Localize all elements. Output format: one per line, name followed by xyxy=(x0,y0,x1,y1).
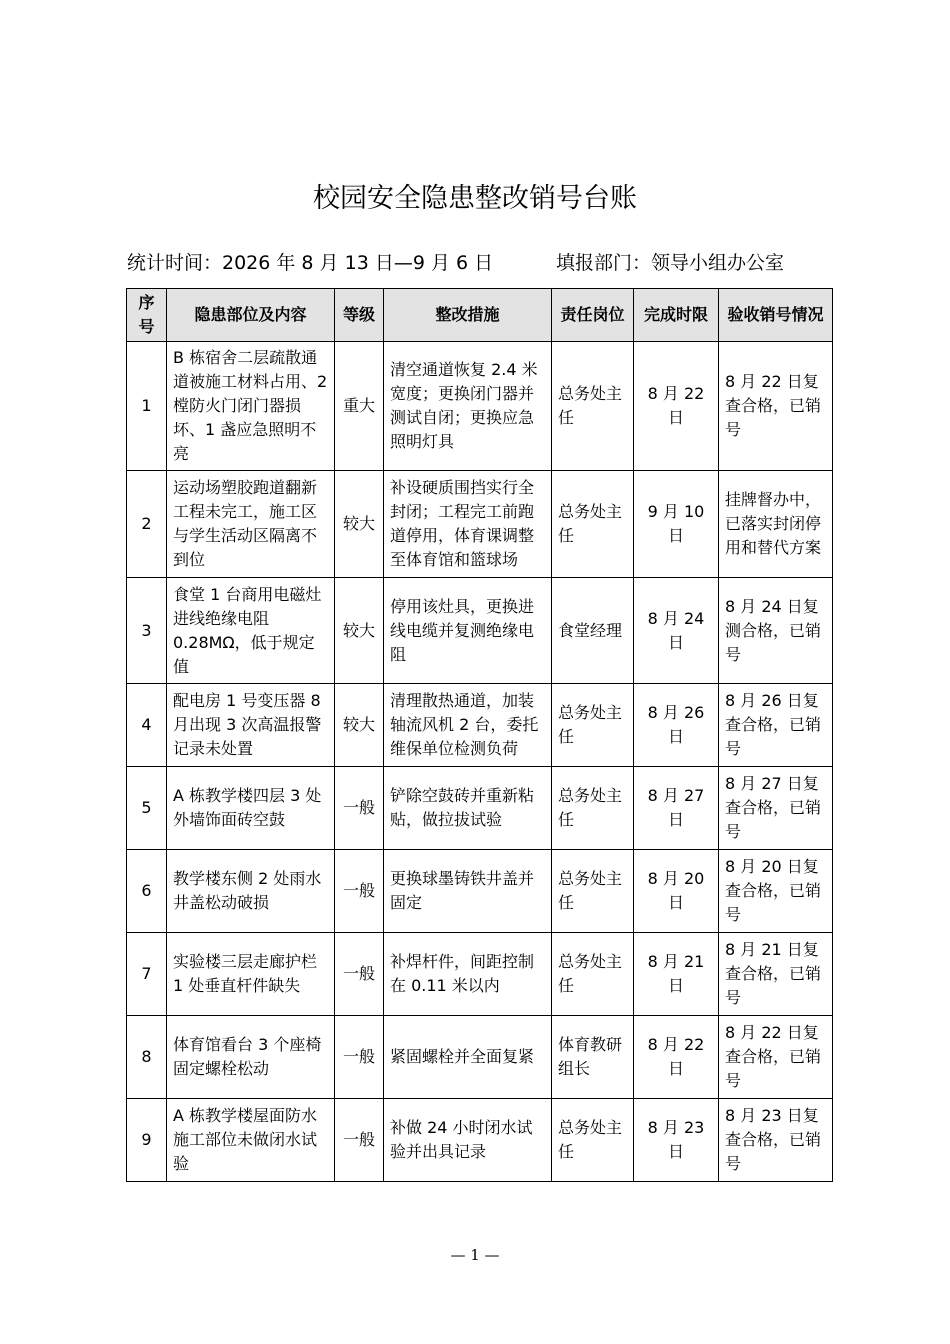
cell-content: A 栋教学楼屋面防水施工部位未做闭水试验 xyxy=(167,1099,335,1182)
cell-no: 7 xyxy=(127,933,167,1016)
cell-level: 一般 xyxy=(335,1016,384,1099)
cell-content: 实验楼三层走廊护栏 1 处垂直杆件缺失 xyxy=(167,933,335,1016)
cell-no: 1 xyxy=(127,342,167,471)
cell-deadline: 8 月 22 日 xyxy=(634,1016,719,1099)
cell-content: 教学楼东侧 2 处雨水井盖松动破损 xyxy=(167,850,335,933)
cell-content: A 栋教学楼四层 3 处外墙饰面砖空鼓 xyxy=(167,767,335,850)
table-row xyxy=(127,1016,833,1099)
cell-no: 9 xyxy=(127,1099,167,1182)
table-row xyxy=(127,767,833,850)
cell-deadline: 8 月 21 日 xyxy=(634,933,719,1016)
cell-owner: 食堂经理 xyxy=(552,578,634,684)
cell-measure: 清理散热通道，加装轴流风机 2 台，委托维保单位检测负荷 xyxy=(384,684,552,767)
cell-measure: 补设硬质围挡实行全封闭；工程完工前跑道停用，体育课调整至体育馆和篮球场 xyxy=(384,471,552,578)
cell-result: 8 月 22 日复查合格，已销号 xyxy=(719,1016,833,1099)
table-row xyxy=(127,933,833,1016)
cell-content: 食堂 1 台商用电磁灶进线绝缘电阻 0.28MΩ，低于规定值 xyxy=(167,578,335,684)
header-deadline: 完成时限 xyxy=(634,289,719,342)
cell-deadline: 8 月 20 日 xyxy=(634,850,719,933)
cell-deadline: 8 月 26 日 xyxy=(634,684,719,767)
cell-level: 较大 xyxy=(335,471,384,578)
cell-measure: 清空通道恢复 2.4 米宽度；更换闭门器并测试自闭；更换应急照明灯具 xyxy=(384,342,552,471)
cell-content: 运动场塑胶跑道翻新工程未完工，施工区与学生活动区隔离不到位 xyxy=(167,471,335,578)
page-title: 校园安全隐患整改销号台账 xyxy=(313,183,637,214)
cell-result: 8 月 24 日复测合格，已销号 xyxy=(719,578,833,684)
cell-result: 8 月 22 日复查合格，已销号 xyxy=(719,342,833,471)
cell-result: 8 月 23 日复查合格，已销号 xyxy=(719,1099,833,1182)
cell-deadline: 8 月 22 日 xyxy=(634,342,719,471)
cell-level: 较大 xyxy=(335,684,384,767)
cell-measure: 更换球墨铸铁井盖并固定 xyxy=(384,850,552,933)
cell-result: 8 月 21 日复查合格，已销号 xyxy=(719,933,833,1016)
cell-owner: 总务处主任 xyxy=(552,767,634,850)
cell-measure: 补焊杆件，间距控制在 0.11 米以内 xyxy=(384,933,552,1016)
cell-owner: 总务处主任 xyxy=(552,342,634,471)
header-measure: 整改措施 xyxy=(384,289,552,342)
table-row xyxy=(127,850,833,933)
cell-deadline: 9 月 10 日 xyxy=(634,471,719,578)
table-row xyxy=(127,1099,833,1182)
table-row xyxy=(127,342,833,471)
cell-no: 6 xyxy=(127,850,167,933)
cell-no: 8 xyxy=(127,1016,167,1099)
cell-owner: 总务处主任 xyxy=(552,933,634,1016)
cell-content: 配电房 1 号变压器 8 月出现 3 次高温报警记录未处置 xyxy=(167,684,335,767)
cell-no: 4 xyxy=(127,684,167,767)
hazard-ledger-table xyxy=(126,288,833,1182)
cell-level: 重大 xyxy=(335,342,384,471)
page-number: — 1 — xyxy=(450,1246,500,1264)
cell-result: 挂牌督办中，已落实封闭停用和替代方案 xyxy=(719,471,833,578)
cell-measure: 停用该灶具，更换进线电缆并复测绝缘电阻 xyxy=(384,578,552,684)
table-row xyxy=(127,684,833,767)
header-result: 验收销号情况 xyxy=(719,289,833,342)
cell-deadline: 8 月 27 日 xyxy=(634,767,719,850)
stat-time: 统计时间：2026 年 8 月 13 日—9 月 6 日 xyxy=(127,252,494,274)
table-row xyxy=(127,471,833,578)
cell-level: 较大 xyxy=(335,578,384,684)
cell-measure: 紧固螺栓并全面复紧 xyxy=(384,1016,552,1099)
cell-content: 体育馆看台 3 个座椅固定螺栓松动 xyxy=(167,1016,335,1099)
cell-result: 8 月 20 日复查合格，已销号 xyxy=(719,850,833,933)
cell-owner: 总务处主任 xyxy=(552,471,634,578)
cell-deadline: 8 月 24 日 xyxy=(634,578,719,684)
cell-level: 一般 xyxy=(335,767,384,850)
cell-no: 3 xyxy=(127,578,167,684)
header-level: 等级 xyxy=(335,289,384,342)
header-no: 序号 xyxy=(127,289,167,342)
cell-owner: 总务处主任 xyxy=(552,1099,634,1182)
cell-owner: 总务处主任 xyxy=(552,684,634,767)
cell-level: 一般 xyxy=(335,933,384,1016)
cell-result: 8 月 26 日复查合格，已销号 xyxy=(719,684,833,767)
cell-owner: 总务处主任 xyxy=(552,850,634,933)
table-row xyxy=(127,578,833,684)
cell-measure: 补做 24 小时闭水试验并出具记录 xyxy=(384,1099,552,1182)
cell-content: B 栋宿舍二层疏散通道被施工材料占用、2 樘防火门闭门器损坏、1 盏应急照明不亮 xyxy=(167,342,335,471)
cell-no: 5 xyxy=(127,767,167,850)
cell-level: 一般 xyxy=(335,1099,384,1182)
table-header-row xyxy=(127,289,833,342)
cell-level: 一般 xyxy=(335,850,384,933)
department: 填报部门：领导小组办公室 xyxy=(556,252,785,274)
header-content: 隐患部位及内容 xyxy=(167,289,335,342)
cell-measure: 铲除空鼓砖并重新粘贴，做拉拔试验 xyxy=(384,767,552,850)
cell-owner: 体育教研组长 xyxy=(552,1016,634,1099)
cell-no: 2 xyxy=(127,471,167,578)
header-owner: 责任岗位 xyxy=(552,289,634,342)
cell-result: 8 月 27 日复查合格，已销号 xyxy=(719,767,833,850)
cell-deadline: 8 月 23 日 xyxy=(634,1099,719,1182)
